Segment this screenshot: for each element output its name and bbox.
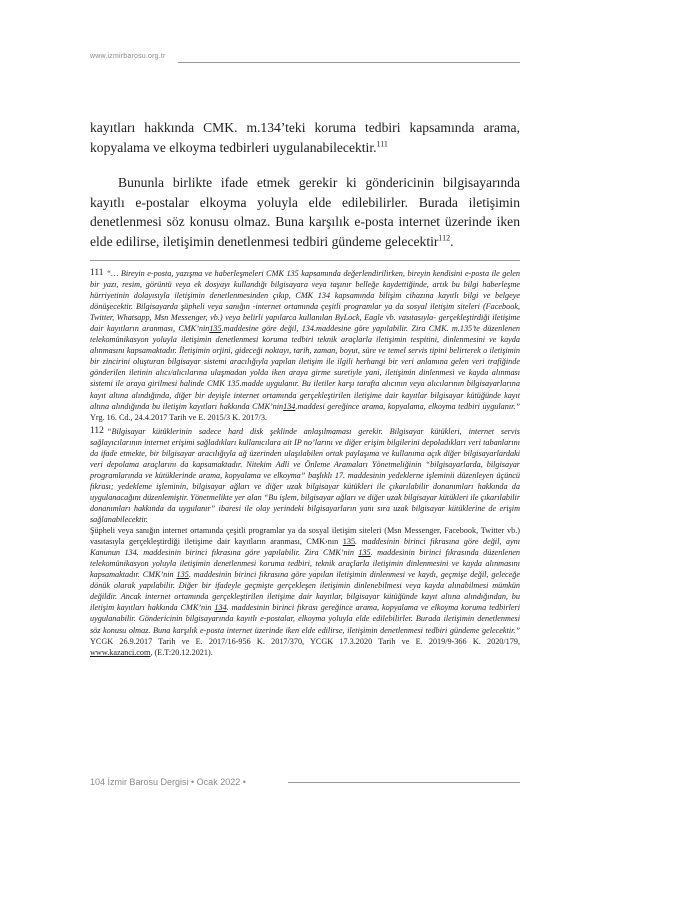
page-footer (90, 776, 520, 788)
fn112-ref-135-b: 135 (358, 548, 371, 558)
fn111-ref-135: 135 (209, 324, 222, 334)
footnote-111-quote (90, 269, 520, 411)
fn112-access-date: , (E.T:20.12.2021). (150, 647, 213, 657)
paragraph-2-text: Bununla birlikte ifade etmek gerekir ki göndericinin bilgisayarında kayıtlı e-postalar elkoyma yoluyla elde edilebilirler. Burada iletişimin denetlenmesi söz konusu olmaz. Buna karşılık e-posta internet üzerinde iken elde edilirse, iletişimin denetlenmesi tedbiri gündeme gelecektir (90, 175, 520, 249)
footnote-112-cont (90, 525, 520, 658)
fn111-text-1: “… Bireyin e-posta, yazışma ve haberleşmeleri CMK 135 kapsamında değerlendirilirken, bireyin kendisini e-posta ile gelen bir yazı, resim, görüntü veya ek dosyayı kullandığı bilgisayara veya taşınır belleğe kaydettiğinde, artık bu bilgi haberleşme hürriyetinin dolayısıyla iletişimin denetlenmesinden çıkıp, CMK 134 kapsamında bilişim cihazına kayıtlı bilgi ve belgeye dönüşecektir. Bilgisayarda şüpheli veya sanığın -internet ortamında çeşitli programlar ya da sosyal iletişim siteleri (Facebook, Twitter, Whatsapp, Msn Messenger, vb.) veya belirli yapılarca kullanılan ByLock, Eagle vb. vasıtasıyla- gerçekleştirdiği iletişime dair kayıtların aranması, CMK’nin (90, 269, 520, 334)
paragraph-2-end: . (450, 233, 454, 249)
header-rule (178, 62, 520, 63)
fn112-ref-135-a: 135 (342, 537, 356, 547)
header-url: www.izmirbarosu.org.tr (90, 53, 166, 60)
fn112-text-1: Şüpheli veya sanığın internet ortamında çeşitli programlar ya da sosyal iletişim siteleri (Msn Messenger, Facebook, Twitter vb.) vasıtasıyla gerçekleştirdiği iletişime dair kayıtların aranması, CMK›nın (90, 526, 520, 547)
footnote-ref-112[interactable]: 112 (438, 233, 451, 243)
page-header (90, 52, 520, 62)
footnote-separator (90, 260, 520, 261)
fn112-citation: YCGK 26.9.2017 Tarih ve E. 2017/16-956 K. 2017/370, YCGK 17.3.2020 Tarih ve E. 2019/9-366 K. 2020/179, (90, 636, 520, 646)
fn111-text-3: .maddesi gereğince arama, kopyalama, elkoyma tedbiri uygulanır.” (295, 401, 520, 411)
fn112-text-5: . maddesinin birinci fıkrası gereğince arama, kopyalama ve elkoyma koruma tedbirleri uygulanabilir. Göndericinin bilgisayarında kayıtlı e-postalar, elkoyma yoluyla elde edilebilirler. Burada iletişimin denetlenmesi söz konusu olmaz. Buna karşılık e-posta internet üzerinde iken elde edilirse, iletişimin denetlenmesi tedbiri gündeme gelecektir.” (90, 603, 521, 635)
fn112-text-2: . maddesinin birinci fıkrasına göre değil, aynı Kanunun 134. maddesinin birinci fıkrasına göre yapılabilir. Zira CMK’nin (90, 537, 520, 558)
fn111-ref-134: 134 (283, 401, 296, 411)
fn111-citation: Yrg. 16. Cd., 24.4.2017 Tarih ve E. 2015/3 K. 2017/3. (90, 412, 267, 422)
footnote-number: 111 (90, 268, 104, 278)
paragraph-1-text: kayıtları hakkında CMK. m.134’teki koruma tedbiri kapsamında arama, kopyalama ve elkoyma tedbirleri uygulanabilecektir. (90, 120, 520, 155)
footer-rule (288, 782, 520, 783)
footnote-112 (90, 426, 520, 525)
fn112-ref-135-c: 135 (176, 570, 189, 580)
paragraph-2 (90, 173, 520, 251)
footnote-111 (90, 268, 520, 423)
fn112-quote-a: “Bilgisayar kütüklerinin sadece hard disk şeklinde anlaşılmaması gerekir. Bilgisayar kütükleri, internet servis sağlayıcılarının internet erişimi sağladıkları kullanıcılara ait IP no’larını ve diğer erişim bilgilerini depoladıkları veri tabanlarını da ifade etmekte, bir bilgisayar aracılığıyla ağ üzerinden ulaşılabilen ortak paylaşıma ve kullanıma açık diğer bilgisayarlardaki veri depolama araçlarını da kapsamaktadır. Nitekim Adli ve Önleme Aramaları Yönetmeliğinin “bilgisayarlarda, bilgisayar programlarında ve kütüklerinde arama, kopyalama ve elkoyma” başlıklı 17. maddesinin yedeklerne işleminii düzenleyen üçüncü fıkrası; yedekleme işleminin, bilgisayar ağları ve diğer uzak bilgisayar kütükleri ile çıkarılabilir donanımları hakkında da uygulanacağını düzenlemiştir. Yönetmelikte yer alan “Bu işlem, bilgisayar ağları ve diğer uzak bilgisayar kütükleri ile çıkarılabilir donanımları hakkında da uygulanır” ibaresi ile olay yerindeki bilgisayarların yanı sıra uzak bilgisayar kütüklerine de erişim sağlanabilecektir. (90, 426, 521, 525)
footnotes (90, 268, 520, 658)
fn112-text-3: . maddesinin birinci fıkrasında düzenlenen telekomünikasyon yoluyla iletişimin denetlenmesi koruma tedbiri, teknik araçlarla iletişimin dinlenmesini ve kayda alınmasını kapsamaktadır. CMK’nin (90, 548, 521, 580)
kazanci-link[interactable]: www.kazanci.com (90, 647, 151, 657)
paragraph-1 (90, 118, 520, 157)
footnote-ref-111[interactable]: 111 (376, 139, 388, 149)
fn112-ref-134: 134 (214, 603, 227, 613)
fn112-text-4: . maddesinin birinci fıkrasına göre yapılan iletişimin dinlenmesi ve kaydı, geçmişe değil, geleceğe dönük olarak yapılabilir. Diğer bir ifadeyle geçmişte gerçekleşen iletişimin dinlenebilmesi veya kayda alınabilmesi mümkün değildir. Ancak internet ortamında gerçekleştirilen iletişime dair kayıtlar, bilgisayar kütüğünde kayıt altına alındığından, bu iletişim kayıtları hakkında CMK’nin (90, 570, 521, 613)
footnote-number: 112 (90, 425, 104, 436)
main-text (90, 118, 520, 252)
footer-text: 104 İzmir Barosu Dergisi • Ocak 2022 • (90, 777, 246, 787)
fn111-text-2: .maddesine göre değil, 134.maddesine göre yapılabilir. Zira CMK. m.135’te düzenlenen telekomünikasyon yoluyla iletişimin denetlenmesi koruma tedbiri teknik araçlarla iletişimin tespitini, dinlenmesini ve kayda alınmasını kapsamaktadır. İletişimin orjini, gideceği noktayı, tarih, zaman, boyut, süre ve temel servis tipini belirterek o iletişimin bir zincirini oluşturan bilgisayar sistemi aracılığıyla yapılan iletişim ile ilgili herhangi bir veri anlamına gelen veri trafiğinde gönderilen iletinin alıcı/alıcılarına ulaşmadan yolda iken araya girme suretiyle yani, iletişimin dinlenmesi ve kayda alınması sistemi ile araya girilmesi halinde CMK 135.madde uygulanır. Bu iletiler karşı tarafta alıcının veya alıcılarının bilgisayarlarına kayıt altına alındığında, diğer bir deyişle internet ortamında gerçekleştirilen iletişime dair kayıtlar bilgisayar kütüğünde kayıt altına alındığında bu iletişim kayıtları hakkında CMK’nin (90, 324, 520, 411)
